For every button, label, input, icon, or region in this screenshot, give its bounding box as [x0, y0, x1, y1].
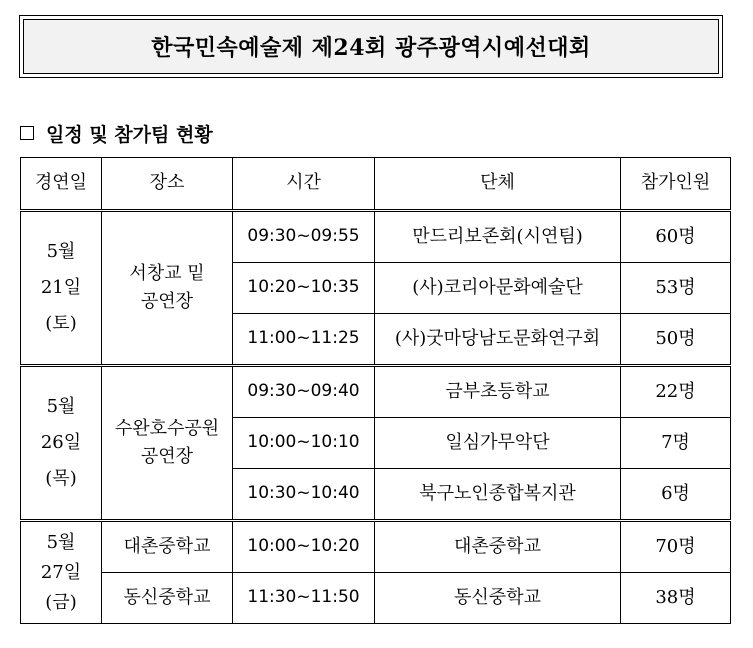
checkbox-icon: [20, 126, 34, 140]
venue-cell: 동신중학교: [102, 573, 233, 624]
group-cell: (사)코리아문화예술단: [375, 263, 621, 314]
time-cell: 09:30~09:40: [233, 366, 375, 418]
count-cell: 60명: [621, 211, 731, 263]
date-month: 5월: [46, 396, 76, 417]
count-cell: 22명: [621, 366, 731, 418]
date-day: 26일: [40, 432, 82, 453]
venue-cell: 대촌중학교: [102, 521, 233, 573]
date-day: 21일: [40, 277, 82, 298]
group-cell: (사)굿마당남도문화연구회: [375, 314, 621, 366]
time-cell: 10:20~10:35: [233, 263, 375, 314]
time-cell: 09:30~09:55: [233, 211, 375, 263]
table-row: [21, 521, 731, 573]
section-heading-text: 일정 및 참가팀 현황: [46, 123, 213, 146]
table-header-row: [21, 158, 731, 211]
date-day: 27일: [40, 561, 82, 583]
group-cell: 대촌중학교: [375, 521, 621, 573]
count-cell: 50명: [621, 314, 731, 366]
table-row: [21, 366, 731, 418]
time-cell: 11:30~11:50: [233, 573, 375, 624]
group-cell: 동신중학교: [375, 573, 621, 624]
schedule-table: [20, 157, 731, 624]
section-heading: [20, 120, 213, 146]
venue-line: 수완호수공원: [114, 418, 220, 439]
group-cell: 만드리보존회(시연팀): [375, 211, 621, 263]
table-row: [21, 211, 731, 263]
time-cell: 11:00~11:25: [233, 314, 375, 366]
count-cell: 70명: [621, 521, 731, 573]
header-group: 단체: [375, 158, 621, 211]
date-weekday: (금): [45, 591, 77, 613]
venue-cell: [102, 211, 233, 366]
table-row: [21, 573, 731, 624]
header-date: 경연일: [21, 158, 102, 211]
count-cell: 7명: [621, 418, 731, 469]
venue-line: 공연장: [140, 291, 194, 312]
title-box: [19, 15, 723, 78]
header-count: 참가인원: [621, 158, 731, 211]
group-cell: 일심가무악단: [375, 418, 621, 469]
date-cell: [21, 521, 102, 624]
time-cell: 10:00~10:10: [233, 418, 375, 469]
date-weekday: (토): [45, 313, 77, 334]
venue-line: 서창교 밑: [129, 263, 205, 284]
header-venue: 장소: [102, 158, 233, 211]
venue-cell: [102, 366, 233, 521]
group-cell: 금부초등학교: [375, 366, 621, 418]
header-time: 시간: [233, 158, 375, 211]
time-cell: 10:30~10:40: [233, 469, 375, 521]
group-cell: 북구노인종합복지관: [375, 469, 621, 521]
count-cell: 6명: [621, 469, 731, 521]
count-cell: 53명: [621, 263, 731, 314]
count-cell: 38명: [621, 573, 731, 624]
page-title: 한국민속예술제 제24회 광주광역시예선대회: [23, 19, 719, 74]
date-month: 5월: [46, 531, 76, 553]
date-cell: [21, 211, 102, 366]
date-month: 5월: [46, 241, 76, 262]
time-cell: 10:00~10:20: [233, 521, 375, 573]
venue-line: 공연장: [140, 446, 194, 467]
date-weekday: (목): [45, 468, 77, 489]
date-cell: [21, 366, 102, 521]
